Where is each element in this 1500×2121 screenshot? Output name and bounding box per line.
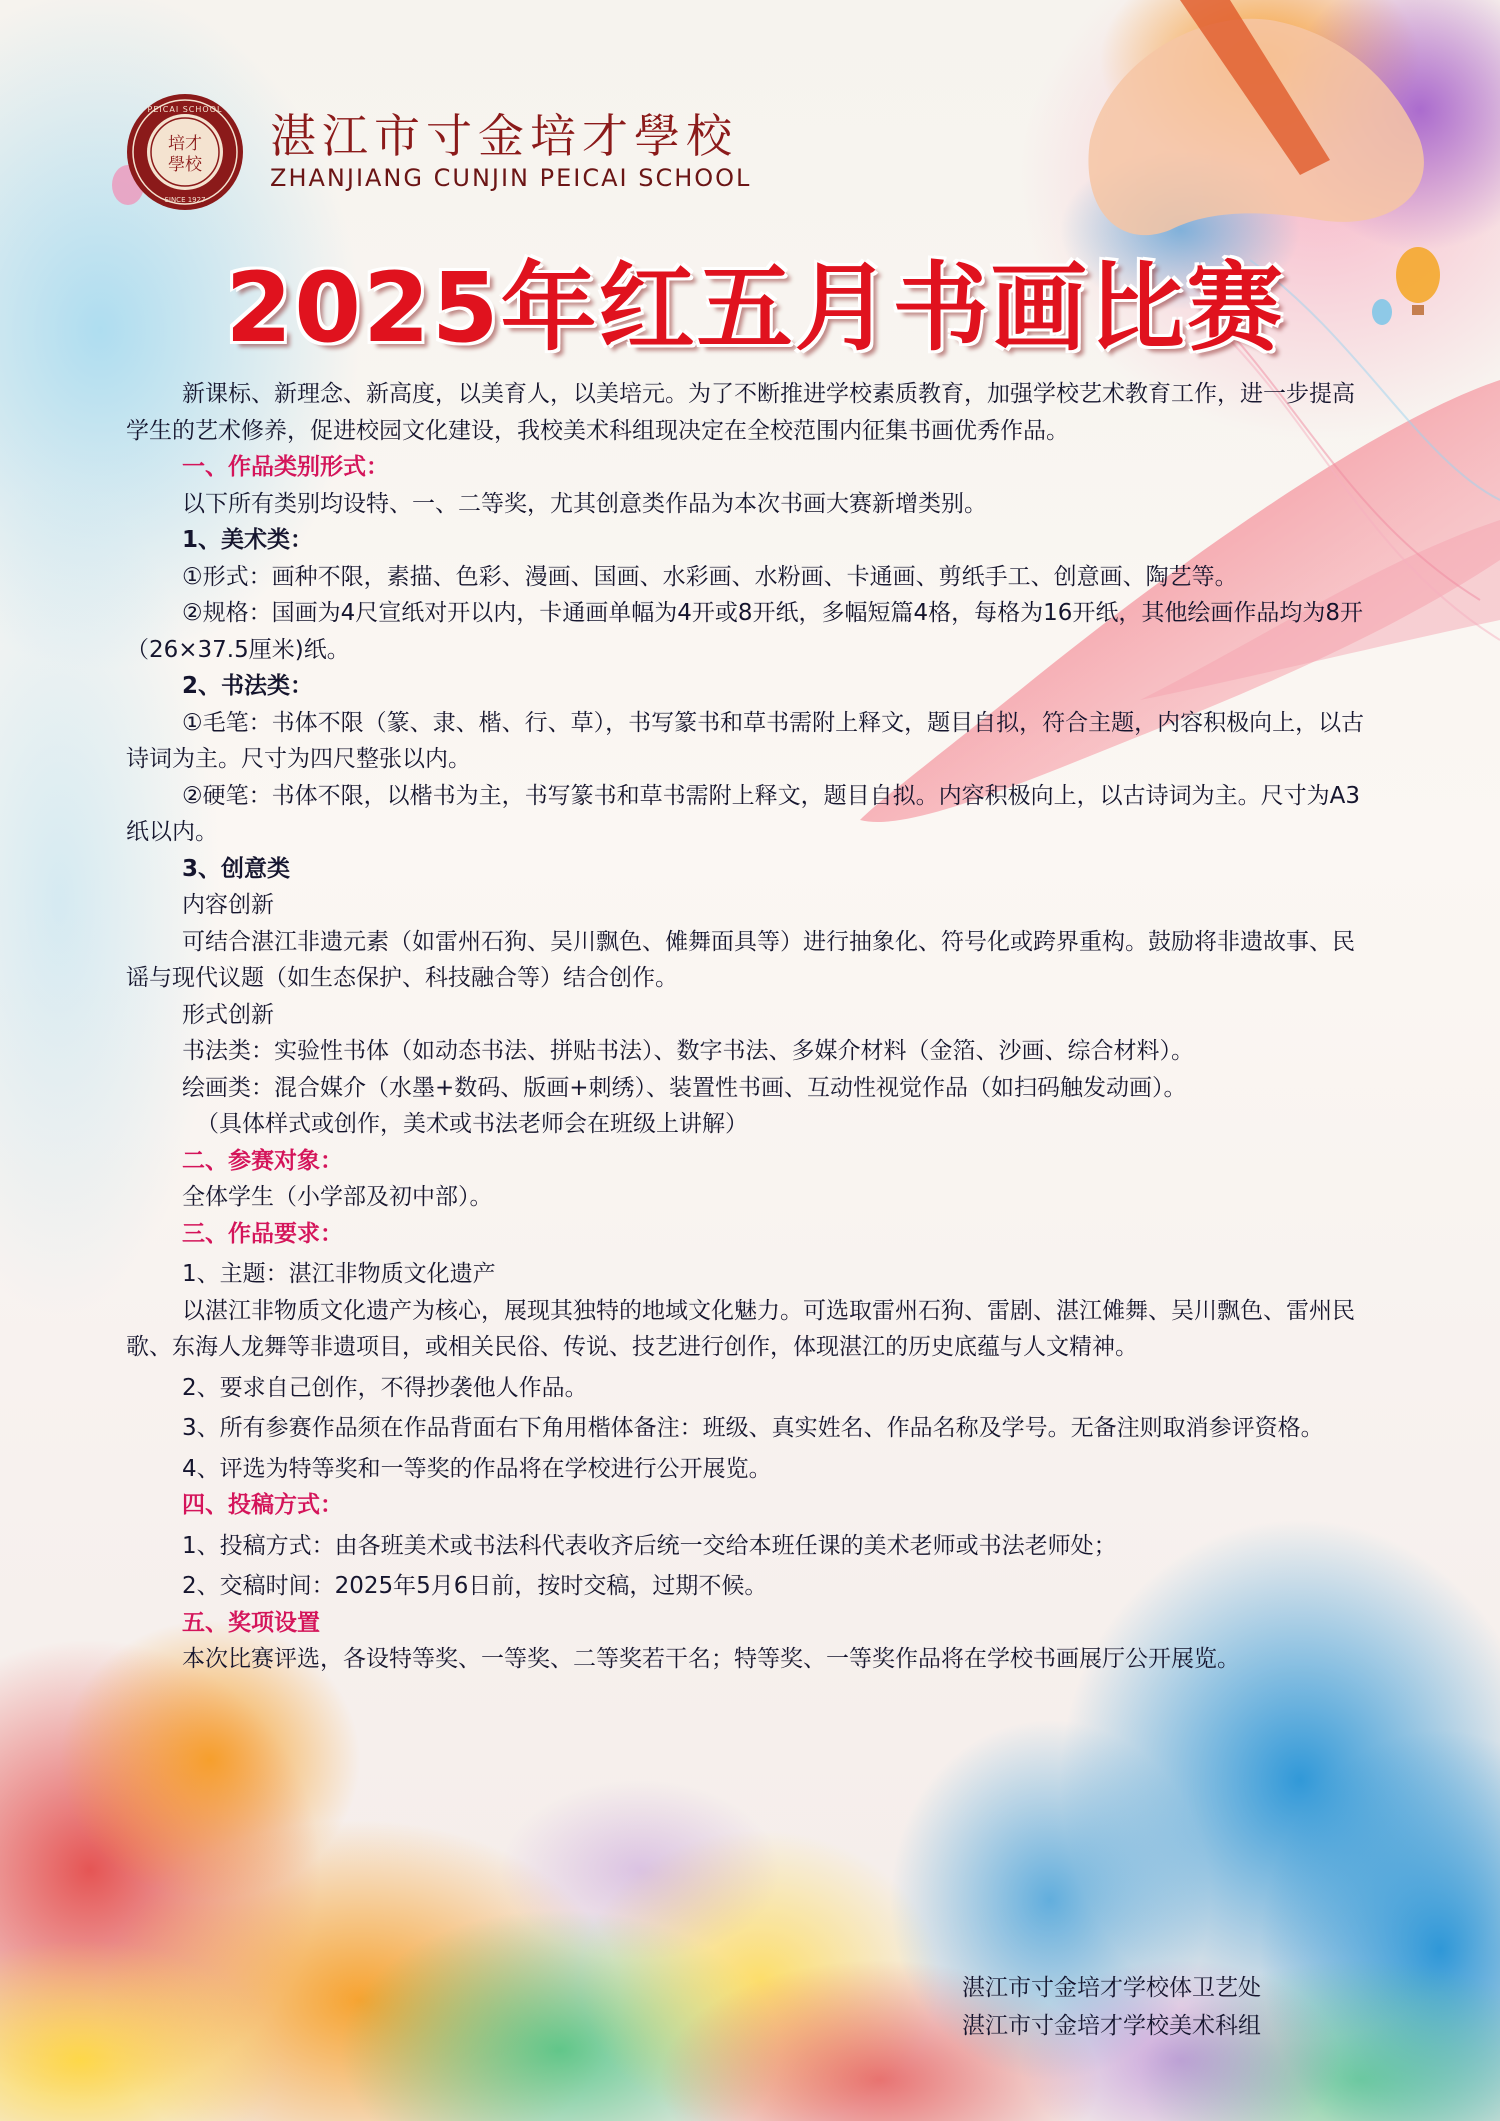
requirement-original: 2、要求自己创作，不得抄袭他人作品。	[182, 1374, 588, 1401]
form-innovation-painting: 绘画类：混合媒介（水墨+数码、版画+刺绣）、装置性书画、互动性视觉作品（如扫码触发动画）。	[182, 1074, 1187, 1101]
content-innovation-body: 可结合湛江非遗元素（如雷州石狗、吴川飘色、傩舞面具等）进行抽象化、符号化或跨界重构。鼓励将非遗故事、民谣与现代议题（如生态保护、科技融合等）结合创作。	[126, 928, 1355, 991]
school-seal-logo	[125, 92, 245, 212]
signature-line-pe-art-office: 湛江市寸金培才学校体卫艺处	[962, 1975, 1261, 2001]
section-heading-requirements: 三、作品要求：	[182, 1220, 343, 1247]
signature-block	[962, 1969, 1261, 2045]
signature-line-art-group: 湛江市寸金培才学校美术科组	[962, 2013, 1261, 2039]
svg-text:SINCE 1927: SINCE 1927	[164, 196, 206, 204]
creative-category-heading: 3、创意类	[182, 855, 291, 882]
school-name-en: ZHANJIANG CUNJIN PEICAI SCHOOL	[270, 164, 752, 192]
submission-method: 1、投稿方式：由各班美术或书法科代表收齐后统一交给本班任课的美术老师或书法老师处；	[182, 1532, 1117, 1559]
requirement-theme: 1、主题：湛江非物质文化遗产	[182, 1261, 496, 1287]
section-heading-awards: 五、奖项设置	[182, 1609, 320, 1636]
awards-body: 本次比赛评选，各设特等奖、一等奖、二等奖若干名；特等奖、一等奖作品将在学校书画展厅公开展览。	[182, 1646, 1240, 1672]
form-innovation-title: 形式创新	[182, 1001, 274, 1028]
art-form-paragraph: ①形式：画种不限，素描、色彩、漫画、国画、水彩画、水粉画、卡通画、剪纸手工、创意画、陶艺等。	[182, 563, 1238, 590]
section-heading-categories: 一、作品类别形式：	[182, 454, 389, 480]
calligraphy-category-heading: 2、书法类：	[182, 673, 314, 699]
requirement-labeling: 3、所有参赛作品须在作品背面右下角用楷体备注：班级、真实姓名、作品名称及学号。无备注则取消参评资格。	[182, 1415, 1324, 1441]
section-heading-submission: 四、投稿方式：	[182, 1492, 343, 1518]
brush-calligraphy-paragraph: ①毛笔：书体不限（篆、隶、楷、行、草），书写篆书和草书需附上释文，题目自拟，符合主题，内容积极向上，以古诗词为主。尺寸为四尺整张以内。	[126, 709, 1365, 772]
creative-note: （具体样式或创作，美术或书法老师会在班级上讲解）	[196, 1111, 748, 1137]
poster-title: 2025年红五月书画比赛	[225, 252, 1285, 364]
categories-description: 以下所有类别均设特、一、二等奖，尤其创意类作品为本次书画大赛新增类别。	[182, 490, 987, 517]
art-category-heading: 1、美术类：	[182, 527, 314, 553]
participants-body: 全体学生（小学部及初中部）。	[182, 1184, 493, 1210]
intro-paragraph: 新课标、新理念、新高度，以美育人，以美培元。为了不断推进学校素质教育，加强学校艺术教育工作，进一步提高学生的艺术修养，促进校园文化建设，我校美术科组现决定在全校范围内征集书画优秀作品。	[126, 381, 1355, 444]
art-spec-paragraph: ②规格：国画为4尺宣纸对开以内，卡通画单幅为4开或8开纸，多幅短篇4格，每格为16开纸，其他绘画作品均为8开（26×37.5厘米)纸。	[126, 600, 1364, 663]
svg-text:PEICAI SCHOOL: PEICAI SCHOOL	[147, 105, 223, 114]
submission-deadline: 2、交稿时间：2025年5月6日前，按时交稿，过期不候。	[182, 1573, 768, 1599]
section-heading-participants: 二、参赛对象：	[182, 1147, 343, 1174]
form-innovation-calligraphy: 书法类：实验性书体（如动态书法、拼贴书法）、数字书法、多媒介材料（金箔、沙画、综合材料）。	[182, 1038, 1194, 1064]
svg-text:培才: 培才	[168, 134, 202, 154]
requirement-theme-body: 以湛江非物质文化遗产为核心，展现其独特的地域文化魅力。可选取雷州石狗、雷剧、湛江傩舞、吴川飘色、雷州民歌、东海人龙舞等非遗项目，或相关民俗、传说、技艺进行创作，体现湛江的历史底蕴与人文精神。	[126, 1297, 1355, 1360]
svg-text:學校: 學校	[168, 155, 202, 175]
pen-calligraphy-paragraph: ②硬笔：书体不限，以楷书为主，书写篆书和草书需附上释文，题目自拟。内容积极向上，以古诗词为主。尺寸为A3纸以内。	[126, 782, 1360, 845]
school-name-cn: 湛江市寸金培才學校	[270, 109, 738, 163]
content-innovation-title: 内容创新	[182, 892, 274, 918]
poster-body	[126, 376, 1376, 1678]
requirement-exhibition: 4、评选为特等奖和一等奖的作品将在学校进行公开展览。	[182, 1455, 772, 1482]
school-header	[125, 92, 805, 212]
